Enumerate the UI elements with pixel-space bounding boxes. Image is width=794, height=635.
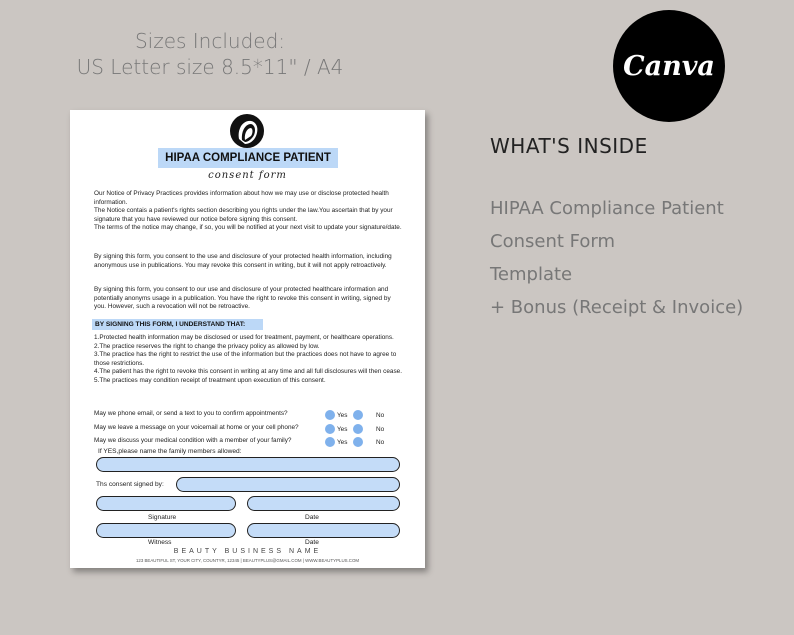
sizes-line-1: Sizes Included: xyxy=(134,29,286,53)
list-item: 2.The practice reserves the right to change the privacy policy as allowed by low. xyxy=(94,342,320,350)
form-subtitle: consent form xyxy=(208,170,287,181)
no-label: No xyxy=(376,412,385,419)
inside-item: HIPAA Compliance Patient xyxy=(490,198,724,219)
radio-no-voicemail[interactable] xyxy=(353,424,363,434)
woman-profile-logo-icon xyxy=(229,113,265,149)
intro-paragraph xyxy=(94,190,404,233)
consent-form-document xyxy=(70,110,425,568)
family-members-field[interactable] xyxy=(96,457,400,472)
canva-logo xyxy=(613,10,725,122)
business-name: BEAUTY BUSINESS NAME xyxy=(173,548,322,555)
radio-no-family[interactable] xyxy=(353,437,363,447)
witness-date-label: Date xyxy=(305,539,319,546)
radio-yes-family[interactable] xyxy=(325,437,335,447)
list-item: 1.Protected health information may be disclosed or used for treatment, payment, or healthcare operations. xyxy=(94,334,394,341)
date-label: Date xyxy=(305,514,319,521)
witness-date-field[interactable] xyxy=(247,523,400,538)
sizes-line-2: US Letter size 8.5*11" / A4 xyxy=(76,55,344,79)
para-4: By signing this form, you consent to the use and disclosure of your protected health information, including anonymous use in publications. You may revoke this consent in writing, but it will not apply retroactively. xyxy=(94,253,392,269)
no-label: No xyxy=(376,426,385,433)
form-title: HIPAA COMPLIANCE PATIENT xyxy=(158,148,338,168)
para-1: Our Notice of Privacy Practices provides information about how we may use or disclose protected health information. xyxy=(94,190,389,206)
business-address: 123 BEAUTIFUL ST, YOUR CITY, COUNTYR, 12345 | BEAUTYPLUS@GMAIL.COM | WWW.BEAUTYPLUS.COM xyxy=(135,558,360,563)
no-label: No xyxy=(376,439,385,446)
para-5: By signing this form, you consent to our use and disclosure of your protected healthcare information and potentially anonyms usage in a publication. You have the right to revoke this consent in writing, signed by you. However, such a revocation will not be retroactive. xyxy=(94,286,391,311)
radio-yes-voicemail[interactable] xyxy=(325,424,335,434)
witness-field[interactable] xyxy=(96,523,236,538)
radio-yes-appointments[interactable] xyxy=(325,410,335,420)
canva-logo-text: Canva xyxy=(623,50,715,82)
yes-label: Yes xyxy=(337,439,348,446)
para-2: The Notice contais a patient's rights section describing you rights under the law.You ascertain that by your signature that you have reviewed our notice before signing this consent. xyxy=(94,207,393,223)
signature-label: Signature xyxy=(148,514,177,521)
question-voicemail: May we leave a message on your voicemail at home or your cell phone? xyxy=(94,424,299,431)
whats-inside-heading: WHAT'S INSIDE xyxy=(490,134,648,158)
radio-no-appointments[interactable] xyxy=(353,410,363,420)
signed-by-field[interactable] xyxy=(176,477,400,492)
date-field[interactable] xyxy=(247,496,400,511)
inside-item: Consent Form xyxy=(490,231,615,252)
list-item: 3.The practice has the right to restrict the use of the information but the practices does not have to agree to those restrictions. xyxy=(94,351,397,367)
yes-label: Yes xyxy=(337,412,348,419)
inside-item: + Bonus (Receipt & Invoice) xyxy=(490,297,744,318)
question-family: May we discuss your medical condition with a member of your family? xyxy=(94,437,292,444)
signature-field[interactable] xyxy=(96,496,236,511)
list-item: 4.The patient has the right to revoke this consent in writing at any time and all full disclosures will then cease. xyxy=(94,368,402,376)
yes-label: Yes xyxy=(337,426,348,433)
signed-by-label: Ths consent signed by: xyxy=(96,481,164,488)
witness-label: Witness xyxy=(148,539,172,546)
inside-item: Template xyxy=(490,264,573,285)
family-members-label: If YES,please name the family members allowed: xyxy=(98,448,242,455)
understanding-list xyxy=(94,334,404,386)
section-heading: BY SIGNING THIS FORM, I UNDERSTAND THAT: xyxy=(92,319,263,330)
para-3: The terms of the notice may change, if so, you will be notified at your next visit to update your signature/date. xyxy=(94,224,402,232)
list-item: 5.The practices may condition receipt of treatment upon execution of this consent. xyxy=(94,376,326,384)
sizes-info xyxy=(60,28,360,80)
whats-inside-list xyxy=(490,192,743,324)
question-appointments: May we phone email, or send a text to you to confirm appointments? xyxy=(94,410,288,417)
